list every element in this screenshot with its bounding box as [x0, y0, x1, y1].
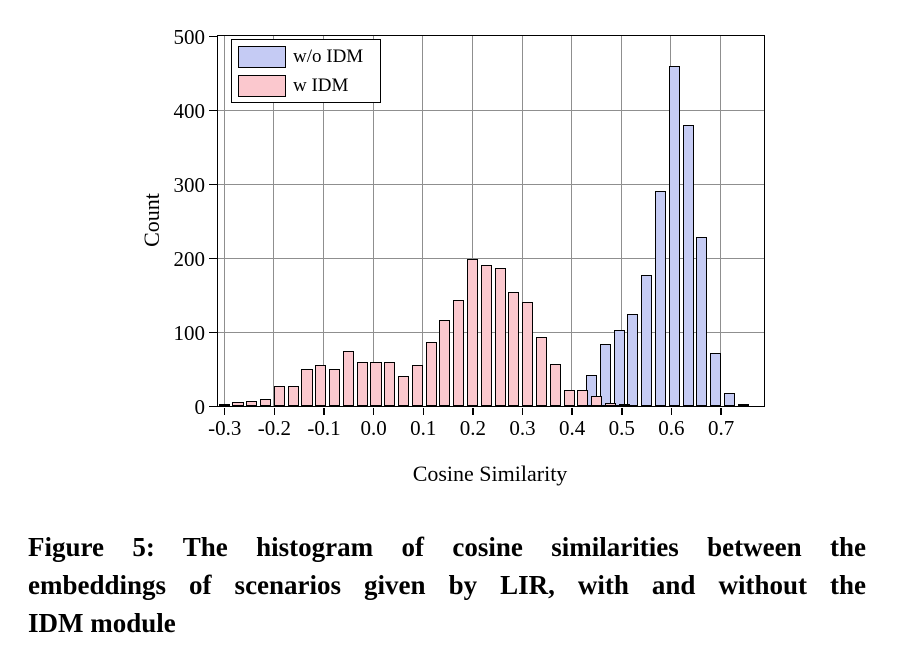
- legend-item-with-idm: [238, 73, 374, 98]
- histogram-bar: [288, 386, 299, 406]
- caption-line-1: Figure 5: The histogram of cosine similarities between the: [28, 532, 866, 562]
- histogram-bar: [426, 342, 437, 406]
- legend-label: w/o IDM: [293, 46, 364, 67]
- histogram-bar: [246, 401, 257, 406]
- gridline-vertical: [422, 36, 423, 406]
- legend-swatch-pink: [238, 75, 286, 97]
- gridline-vertical: [224, 36, 225, 406]
- histogram-bar: [655, 191, 666, 406]
- y-tick-label: 200: [173, 246, 205, 271]
- histogram-bar: [627, 314, 638, 407]
- histogram-bar: [669, 66, 680, 406]
- x-tick-label: 0.4: [559, 416, 586, 440]
- y-tick-label: 500: [173, 24, 205, 49]
- x-tick-label: -0.1: [307, 416, 341, 440]
- y-axis-tick: [209, 110, 217, 112]
- y-tick-label: 0: [194, 394, 205, 419]
- histogram-bar: [550, 364, 561, 406]
- y-axis-tick: [209, 332, 217, 334]
- x-axis-tick: [323, 408, 325, 415]
- histogram-bar: [508, 292, 519, 406]
- x-axis-tick: [621, 408, 623, 415]
- x-axis-title: Cosine Similarity: [412, 461, 568, 486]
- histogram-bar: [641, 275, 652, 406]
- histogram-bar: [605, 403, 616, 406]
- histogram-bar: [495, 268, 506, 406]
- gridline-vertical: [571, 36, 572, 406]
- histogram-bar: [398, 376, 409, 406]
- x-axis-tick: [224, 408, 226, 415]
- x-tick-label: -0.3: [208, 416, 242, 440]
- y-tick-label: 300: [173, 172, 205, 197]
- x-axis-tick: [373, 408, 375, 415]
- x-axis-tick: [274, 408, 276, 415]
- histogram-bar: [219, 404, 230, 406]
- x-axis-tick: [423, 408, 425, 415]
- histogram-bar: [329, 369, 340, 406]
- histogram-bar: [577, 390, 588, 406]
- y-axis-tick: [209, 36, 217, 38]
- histogram-bar: [614, 330, 625, 406]
- legend: [231, 39, 381, 103]
- histogram-bar: [370, 362, 381, 406]
- histogram-bar: [384, 362, 395, 406]
- x-tick-label: 0.3: [509, 416, 536, 440]
- histogram-bar: [315, 365, 326, 406]
- histogram-bar: [412, 365, 423, 406]
- histogram-bar: [357, 362, 368, 406]
- x-axis-tick: [671, 408, 673, 415]
- histogram-bar: [564, 390, 575, 406]
- y-axis-tick: [209, 184, 217, 186]
- x-axis-tick: [720, 408, 722, 415]
- caption-line-3: IDM module: [28, 608, 176, 638]
- histogram-bar: [467, 259, 478, 406]
- x-tick-label: -0.2: [257, 416, 291, 440]
- legend-item-without-idm: [238, 44, 374, 69]
- x-tick-label: 0.2: [459, 416, 486, 440]
- histogram-bar: [522, 302, 533, 406]
- histogram-bar: [232, 402, 243, 406]
- histogram-bar: [301, 369, 312, 406]
- histogram-bar: [453, 300, 464, 406]
- x-axis-tick: [522, 408, 524, 415]
- histogram-bar: [591, 396, 602, 406]
- x-axis-tick: [472, 408, 474, 415]
- y-tick-label: 400: [173, 98, 205, 123]
- y-axis-tick: [209, 258, 217, 260]
- figure-caption: [28, 528, 866, 642]
- x-tick-label: 0.0: [360, 416, 387, 440]
- histogram-bar: [696, 237, 707, 406]
- x-tick-label: 0.1: [410, 416, 437, 440]
- legend-label: w IDM: [293, 75, 349, 96]
- histogram-bar: [536, 337, 547, 406]
- histogram-bar: [481, 265, 492, 406]
- gridline-horizontal: [218, 110, 764, 111]
- x-axis-tick: [571, 408, 573, 415]
- gridline-vertical: [720, 36, 721, 406]
- y-tick-label: 100: [173, 320, 205, 345]
- histogram-bar: [343, 351, 354, 407]
- x-tick-label: 0.6: [658, 416, 685, 440]
- histogram-bar: [683, 125, 694, 406]
- histogram-bar: [439, 320, 450, 406]
- x-tick-label: 0.5: [608, 416, 635, 440]
- histogram-bar: [260, 399, 271, 406]
- y-axis-tick: [209, 406, 217, 408]
- histogram-bar: [724, 393, 735, 406]
- histogram-bar: [619, 404, 630, 406]
- y-axis-title: Count: [139, 193, 164, 247]
- legend-swatch-blue: [238, 46, 286, 68]
- histogram-bar: [274, 386, 285, 406]
- caption-line-2: embeddings of scenarios given by LIR, with and without the: [28, 570, 866, 600]
- histogram-bar: [710, 353, 721, 406]
- x-tick-label: 0.7: [707, 416, 735, 440]
- histogram-bar: [738, 404, 749, 406]
